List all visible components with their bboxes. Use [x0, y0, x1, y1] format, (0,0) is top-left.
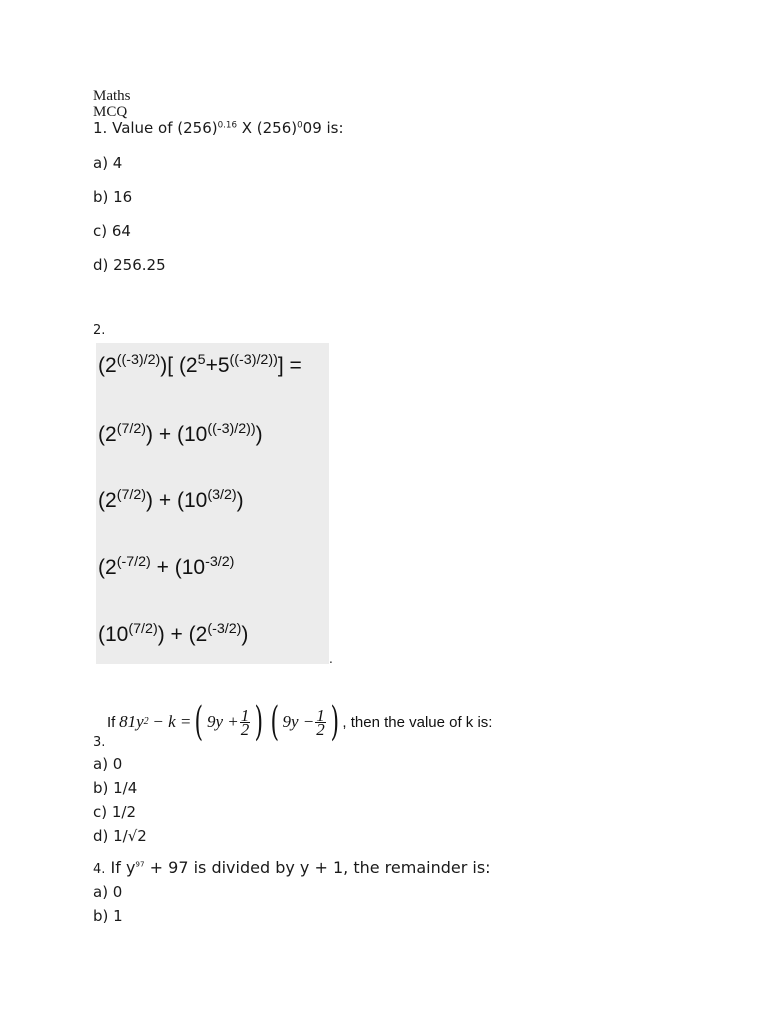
question-3-equation: If 81y 2 − k = ( 9y + $\frac{1}{2}$ ) ( 9y − $\frac{1}{2}$ ) , then the value of k is:	[107, 699, 493, 745]
q2-l5-p1: (7/2)	[128, 621, 158, 638]
eq-fraction-2	[315, 705, 326, 739]
question-1	[93, 119, 344, 137]
eq-frac2-num: 1	[316, 705, 325, 725]
eq-factor-2: 9y −	[282, 712, 315, 731]
q2-l2-p4: )	[255, 423, 263, 446]
eq-paren-close-2: )	[330, 699, 339, 745]
question-2-line-4	[98, 556, 234, 580]
question-4-number: 4.	[93, 862, 106, 877]
q2-l3-p3: (3/2)	[207, 487, 237, 504]
q2-l1-p6: ] =	[277, 354, 302, 377]
question-4-option-a: a) 0	[93, 883, 123, 901]
question-2-line-5	[98, 623, 248, 647]
question-3-option-b: b) 1/4	[93, 779, 138, 797]
q2-l3-p1: (7/2)	[116, 487, 147, 504]
question-1-option-c: c) 64	[93, 222, 131, 240]
q2-l1-p2: )[ (2	[160, 354, 198, 377]
question-2-image	[96, 343, 329, 664]
eq-prefix: If	[107, 713, 116, 731]
q2-l2-p3: ((-3)/2))	[207, 421, 256, 438]
eq-factor-1: 9y +	[207, 712, 239, 731]
document-type: MCQ	[93, 104, 128, 120]
eq-paren-close-1: )	[254, 699, 264, 745]
q2-l3-p0: (2	[98, 489, 117, 512]
question-3-number: 3.	[93, 735, 106, 750]
question-4	[93, 858, 491, 877]
q2-l2-p1: (7/2)	[116, 421, 147, 438]
q2-l5-p2: ) + (2	[157, 623, 208, 646]
question-3-option-c: c) 1/2	[93, 803, 137, 821]
eq-fraction-1	[240, 705, 251, 739]
q2-l3-p2: ) + (10	[146, 489, 208, 512]
q2-l2-p0: (2	[98, 423, 117, 446]
question-4-text-after: + 97 is divided by y + 1, the remainder is:	[144, 858, 491, 877]
eq-frac2-den: 2	[316, 719, 325, 739]
question-4-exponent: 97	[135, 859, 145, 869]
question-3-option-a: a) 0	[93, 755, 123, 773]
q2-l5-p4: )	[241, 623, 249, 646]
question-1-text-after: 09 is:	[302, 119, 344, 137]
eq-frac1-den: 2	[240, 719, 250, 739]
question-1-option-b: b) 16	[93, 188, 133, 206]
question-2-line-3	[98, 489, 244, 513]
question-4-option-b: b) 1	[93, 907, 123, 925]
q2-l3-p4: )	[236, 489, 244, 512]
question-1-number: 1.	[93, 119, 108, 137]
subject-title: Maths	[93, 88, 131, 104]
eq-minus-k: − k =	[152, 712, 192, 731]
q2-l1-p0: (2	[98, 354, 117, 377]
question-1-exponent-1: 0.16	[217, 120, 237, 131]
question-1-option-a: a) 4	[93, 154, 123, 172]
question-1-option-d: d) 256.25	[93, 256, 166, 274]
q2-l5-p3: (-3/2)	[207, 621, 242, 638]
question-3-option-d: d) 1/√2	[93, 827, 147, 845]
question-4-text-before: If y	[110, 858, 136, 877]
eq-frac1-num: 1	[240, 705, 250, 725]
question-2-trailing-mark: .	[329, 652, 333, 666]
question-1-exponent-2: 0	[297, 120, 303, 131]
q2-l4-p0: (2	[98, 556, 117, 579]
question-2-number: 2.	[93, 323, 106, 338]
question-1-text-mid: X (256)	[236, 119, 298, 137]
q2-l4-p1: (-7/2)	[116, 554, 151, 571]
question-2-line-2	[98, 423, 263, 447]
q2-l2-p2: ) + (10	[146, 423, 208, 446]
eq-paren-open-1: (	[194, 699, 204, 745]
q2-l1-p4: +5	[205, 354, 230, 377]
q2-l1-p5: ((-3)/2))	[229, 352, 278, 369]
q2-l4-p3: -3/2)	[205, 554, 235, 571]
q2-l1-p3: 5	[197, 352, 206, 369]
q2-l1-p1: ((-3)/2)	[116, 352, 161, 369]
eq-lhs: 81y	[119, 712, 144, 731]
q2-l5-p0: (10	[98, 623, 129, 646]
question-2-line-1	[98, 354, 302, 378]
eq-paren-open-2: (	[270, 699, 279, 745]
question-1-text-before: Value of (256)	[112, 119, 218, 137]
eq-suffix: , then the value of k is:	[342, 713, 493, 731]
q2-l4-p2: + (10	[150, 556, 206, 579]
